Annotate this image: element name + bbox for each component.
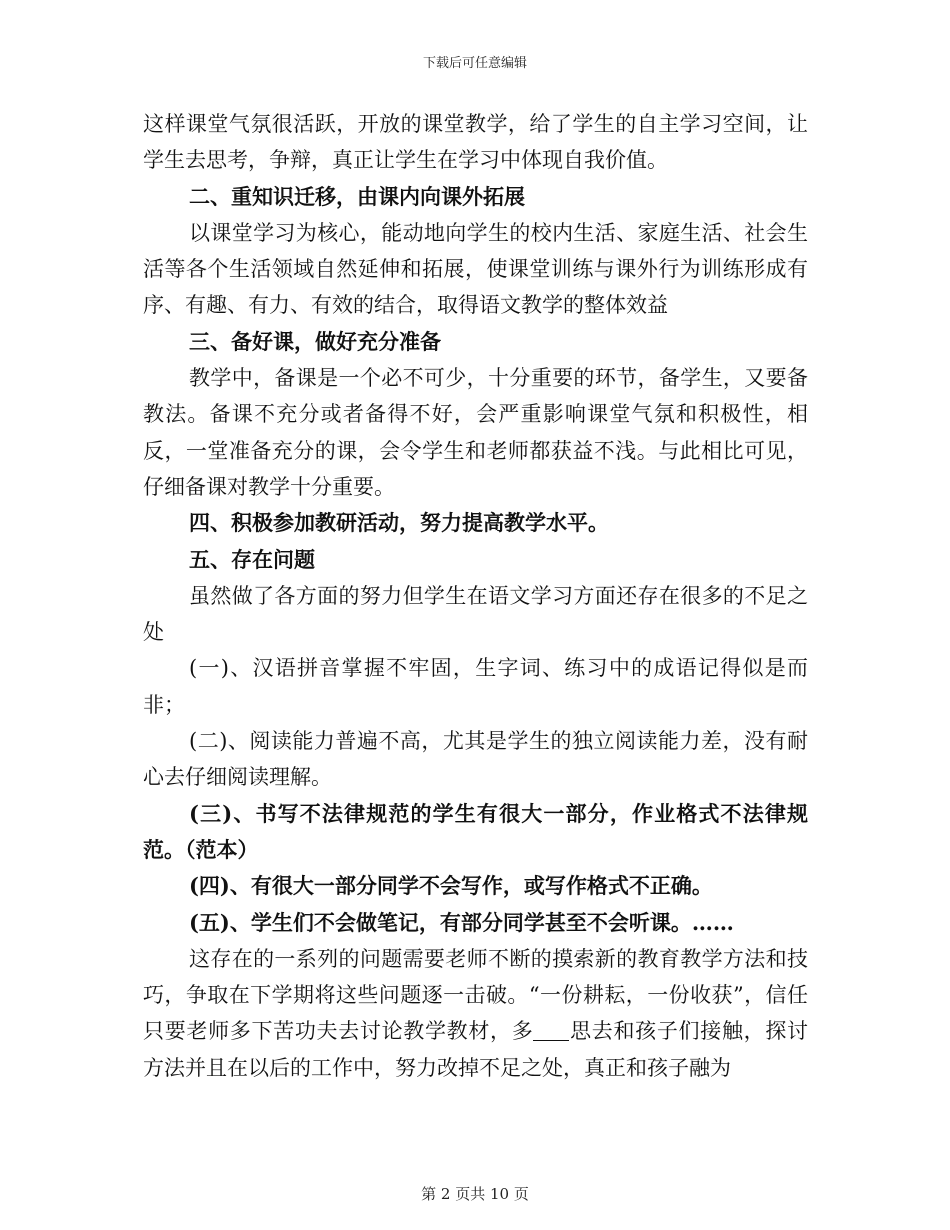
paragraph-conclusion: [143, 941, 808, 1086]
problem-item-2: (二)、阅读能力普遍不高，尤其是学生的独立阅读能力差，没有耐心去仔细阅读理解。: [143, 729, 808, 790]
problem-item-3: (三)、书写不法律规范的学生有很大一部分，作业格式不法律规范。（范本）: [143, 800, 808, 862]
paragraph-problems-intro: 虽然做了各方面的努力但学生在语文学习方面还存在很多的不足之处: [143, 583, 808, 645]
problem-item-1: (一)、汉语拼音掌握不牢固，生字词、练习中的成语记得似是而非；: [143, 656, 808, 717]
problem-item-5: (五)、学生们不会做笔记，有部分同学甚至不会听课。……: [189, 909, 734, 935]
paragraph-section-3: 教学中，备课是一个必不可少，十分重要的环节，备学生，又要备教法。备课不充分或者备得不好，会严重影响课堂气氛和积极性，相反，一堂准备充分的课，会令学生和老师都获益不浅。与此相比可见，仔细备课对教学十分重要。: [143, 366, 808, 499]
problem-item-4: (四)、有很大一部分同学不会写作，或写作格式不正确。: [189, 873, 713, 899]
conclusion-text-after-blank: 思去和孩子们接触，探讨方法并且在以后的工作中，努力改掉不足之处，真正和孩子融为: [143, 1019, 809, 1080]
fill-in-blank: [533, 1019, 569, 1041]
section-heading-2: 二、重知识迁移，由课内向课外拓展: [189, 183, 525, 209]
section-heading-3: 三、备好课，做好充分准备: [189, 328, 441, 354]
paragraph-section-2: 以课堂学习为核心，能动地向学生的校内生活、家庭生活、社会生活等各个生活领域自然延伸和拓展，使课堂训练与课外行为训练形成有序、有趣、有力、有效的结合，取得语文教学的整体效益: [143, 220, 808, 318]
document-body: [143, 106, 808, 1086]
section-heading-4: 四、积极参加教研活动，努力提高教学水平。: [189, 510, 609, 536]
section-heading-5: 五、存在问题: [189, 546, 315, 572]
paragraph-1: 这样课堂气氛很活跃，开放的课堂教学，给了学生的自主学习空间，让学生去思考，争辩，真正让学生在学习中体现自我价值。: [143, 112, 808, 173]
page-footer: 第 2 页共 10 页: [421, 1185, 529, 1203]
page-header: 下载后可任意编辑: [422, 56, 527, 71]
conclusion-text-before-blank: 这存在的一系列的问题需要老师不断的摸索新的教育教学方法和技巧，争取在下学期将这些问题逐一击破。“一份耕耘，一份收获”，信任只要老师多下苦功夫去讨论教学教材，多: [143, 946, 808, 1044]
